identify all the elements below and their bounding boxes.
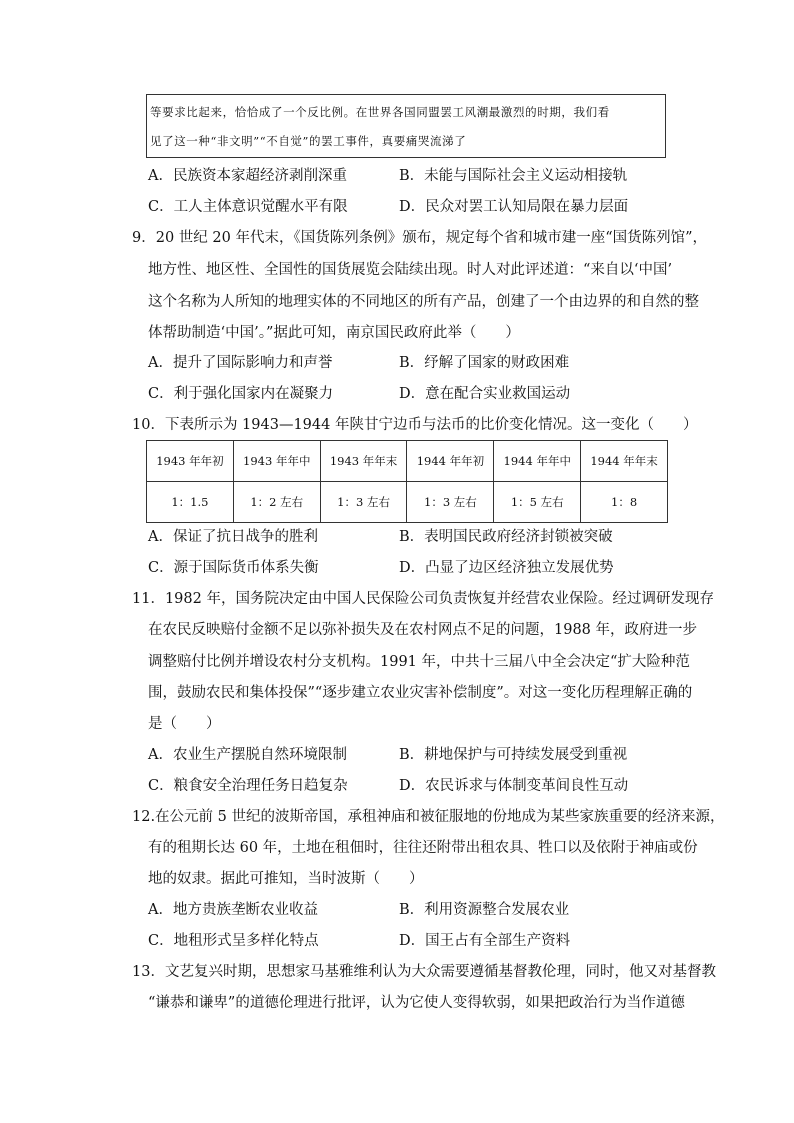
q10-stem-line-1: 10．下表所示为 1943—1944 年陕甘宁边币与法币的比价变化情况。这一变化（ ） (132, 417, 698, 433)
q12-stem-line-2: 有的租期长达 60 年，土地在租佃时，往往还附带出租农具、牲口以及依附于神庙或份 (148, 840, 698, 856)
q10-option-a[interactable]: A．保证了抗日战争的胜利 (148, 529, 318, 545)
q12-option-d[interactable]: D．国王占有全部生产资料 (399, 933, 571, 949)
table-cell: 1：8 (581, 482, 668, 523)
table-header-cell: 1944 年年初 (407, 441, 494, 482)
table-cell: 1：2 左右 (233, 482, 320, 523)
q9-stem-line-1: 9．20 世纪 20 年代末，《国货陈列条例》颁布，规定每个省和城市建一座“国货陈列馆”， (132, 230, 708, 246)
q12-stem-line-3: 地的奴隶。据此可推知，当时波斯（ ） (148, 871, 424, 887)
q8-option-d[interactable]: D．民众对罢工认知局限在暴力层面 (399, 199, 629, 215)
q9-option-a[interactable]: A．提升了国际影响力和声誉 (148, 355, 333, 371)
q9-option-d[interactable]: D．意在配合实业救国运动 (399, 386, 571, 402)
q10-option-c[interactable]: C．源于国际货币体系失衡 (148, 560, 319, 576)
table-header-cell: 1943 年年末 (320, 441, 407, 482)
table-header-cell: 1944 年年末 (581, 441, 668, 482)
q12-option-a[interactable]: A．地方贵族垄断农业收益 (148, 902, 318, 918)
q11-option-c[interactable]: C．粮食安全治理任务日趋复杂 (148, 778, 348, 794)
q9-option-b[interactable]: B．纾解了国家的财政困难 (399, 355, 570, 371)
table-cell: 1：3 左右 (320, 482, 407, 523)
q11-stem-line-5: 是（ ） (148, 716, 221, 732)
q9-stem-line-4: 体帮助制造‘中国’。”据此可知，南京国民政府此举（ ） (148, 325, 520, 341)
q12-stem-line-1: 12.在公元前 5 世纪的波斯帝国，承租神庙和被征服地的份地成为某些家族重要的经济来源， (132, 809, 725, 825)
q9-stem-line-2: 地方性、地区性、全国性的国货展览会陆续出现。时人对此评述道：“来自以‘中国’ (148, 262, 673, 278)
table-header-cell: 1944 年年中 (494, 441, 581, 482)
q8-option-b[interactable]: B．未能与国际社会主义运动相接轨 (399, 168, 628, 184)
q8-option-c[interactable]: C．工人主体意识觉醒水平有限 (148, 199, 348, 215)
table-row (147, 482, 668, 523)
q9-option-c[interactable]: C．利于强化国家内在凝聚力 (148, 386, 334, 402)
quote-line-1: 等要求比起来，恰恰成了一个反比例。在世界各国同盟罢工风潮最激烈的时期，我们看 (150, 105, 610, 119)
quote-box (146, 94, 666, 158)
q13-stem-line-2: “谦恭和谦卑”的道德伦理进行批评，认为它使人变得软弱，如果把政治行为当作道德 (148, 995, 685, 1011)
q11-option-d[interactable]: D．农民诉求与体制变革间良性互动 (399, 778, 629, 794)
table-cell: 1：3 左右 (407, 482, 494, 523)
table-header-cell: 1943 年年初 (147, 441, 234, 482)
q11-stem-line-1: 11．1982 年，国务院决定由中国人民保险公司负责恢复并经营农业保险。经过调研发现存 (132, 591, 714, 607)
q12-option-b[interactable]: B．利用资源整合发展农业 (399, 902, 570, 918)
q8-option-a[interactable]: A．民族资本家超经济剥削深重 (148, 168, 347, 184)
table-cell: 1：5 左右 (494, 482, 581, 523)
table-header-cell: 1943 年年中 (233, 441, 320, 482)
q10-option-d[interactable]: D．凸显了边区经济独立发展优势 (399, 560, 614, 576)
q10-option-b[interactable]: B．表明国民政府经济封锁被突破 (399, 529, 613, 545)
q11-stem-line-4: 围，鼓励农民和集体投保”“逐步建立农业灾害补偿制度”。对这一变化历程理解正确的 (148, 685, 693, 701)
q11-option-b[interactable]: B．耕地保护与可持续发展受到重视 (399, 747, 628, 763)
q9-stem-line-3: 这个名称为人所知的地理实体的不同地区的所有产品，创建了一个由边界的和自然的整 (148, 294, 699, 310)
quote-line-2: 见了这一种“非文明”“不自觉”的罢工事件，真要痛哭流涕了 (150, 134, 467, 148)
q11-stem-line-3: 调整赔付比例并增设农村分支机构。1991 年，中共十三届八中全会决定“扩大险种范 (148, 654, 690, 670)
table-cell: 1：1.5 (147, 482, 234, 523)
q13-stem-line-1: 13．文艺复兴时期，思想家马基雅维利认为大众需要遵循基督教伦理，同时，他又对基督教 (132, 964, 716, 980)
q11-option-a[interactable]: A．农业生产摆脱自然环境限制 (148, 747, 347, 763)
exchange-rate-table (146, 440, 668, 523)
q11-stem-line-2: 在农民反映赔付金额不足以弥补损失及在农村网点不足的问题，1988 年，政府进一步 (148, 622, 698, 638)
q12-option-c[interactable]: C．地租形式呈多样化特点 (148, 933, 319, 949)
table-header-row (147, 441, 668, 482)
